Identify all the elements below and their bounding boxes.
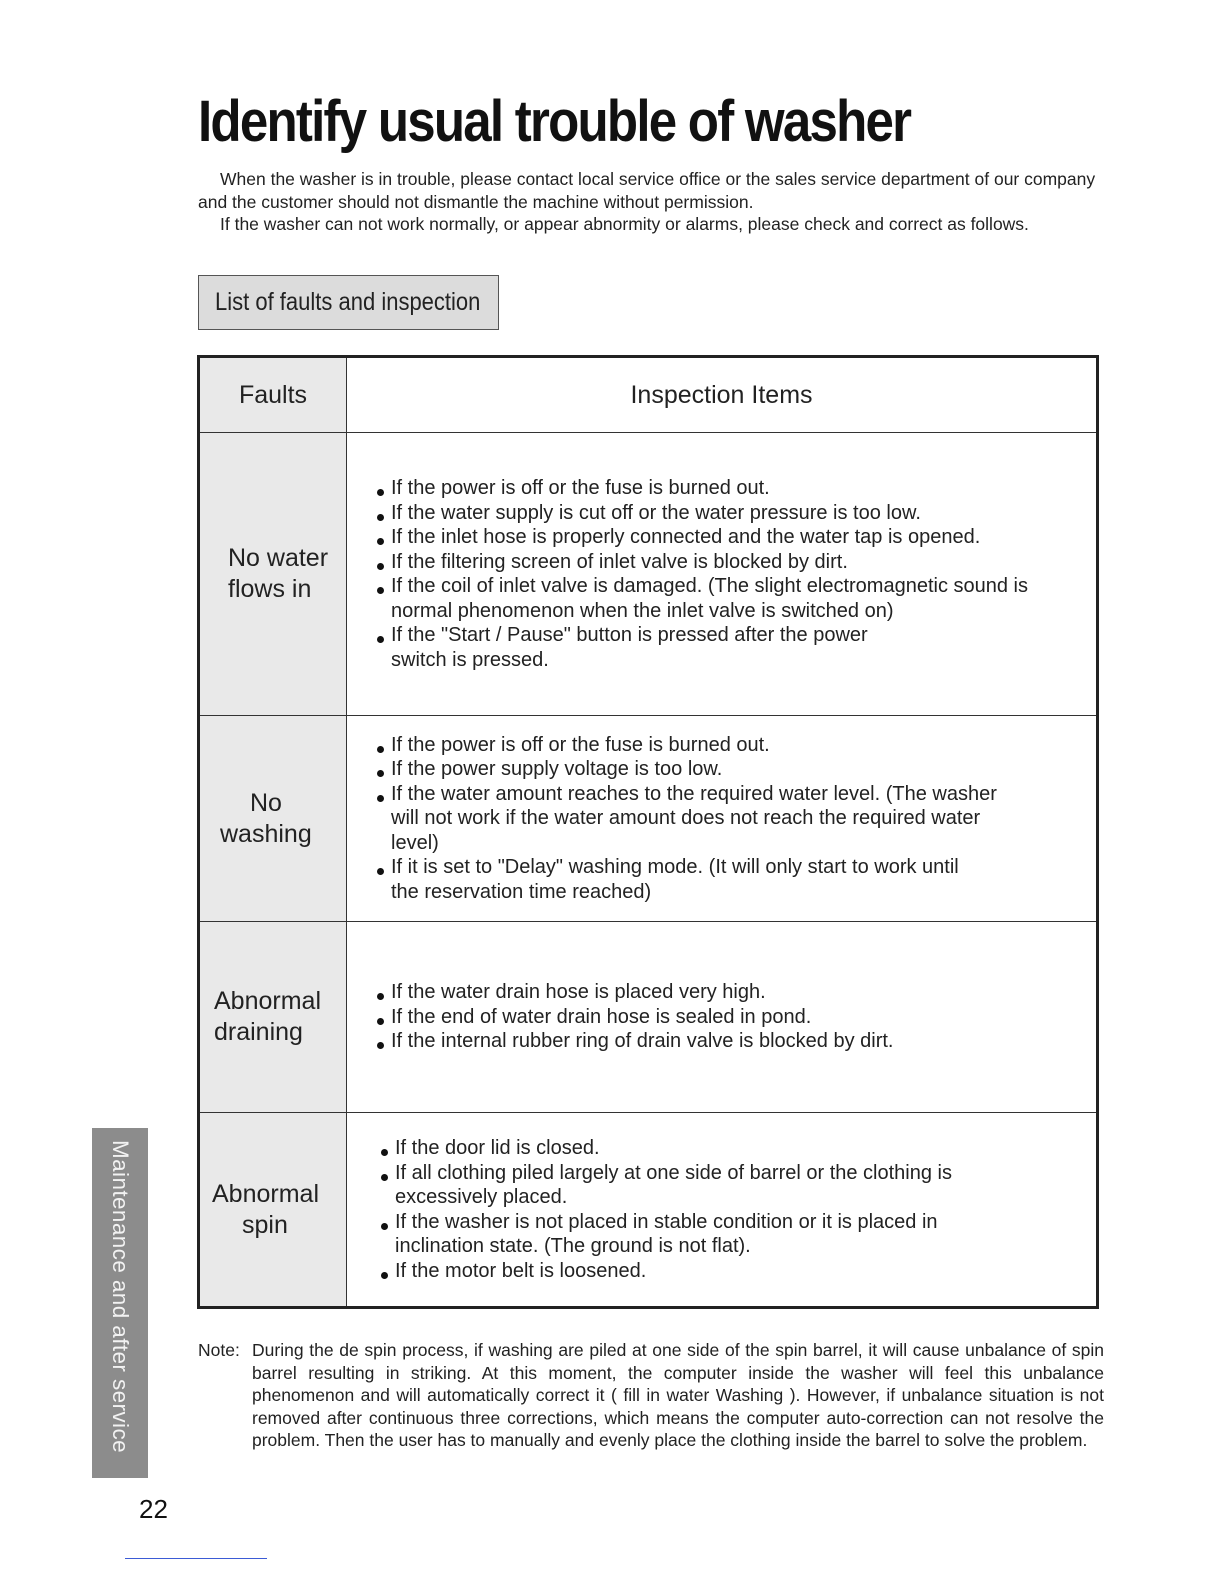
inspection-items-column-header: Inspection Items: [347, 357, 1098, 433]
inspection-item: If it is set to "Delay" washing mode. (It will only start to work until the reservation time reached): [375, 855, 1086, 904]
inspection-item: If the filtering screen of inlet valve is blocked by dirt.: [375, 550, 1086, 575]
page-number: 22: [139, 1494, 168, 1524]
fault-cell: [199, 922, 347, 1113]
inspection-item: If the inlet hose is properly connected and the water tap is opened.: [375, 525, 1086, 550]
inspection-item: If the washer is not placed in stable condition or it is placed in inclination state. (The ground is not flat).: [379, 1210, 1086, 1259]
table-header-row: [199, 357, 1098, 433]
intro-paragraph: When the washer is in trouble, please contact local service office or the sales service department of our company and the customer should not dismantle the machine without permission.: [198, 169, 1096, 212]
fault-cell: [199, 433, 347, 716]
note-label: Note:: [198, 1340, 240, 1360]
side-tab-label: Maintenance and after service: [108, 1140, 133, 1454]
inspection-item: If the "Start / Pause" button is pressed after the power switch is pressed.: [375, 623, 1086, 672]
inspection-item: If the water supply is cut off or the water pressure is too low.: [375, 501, 1086, 526]
fault-cell: [199, 1113, 347, 1308]
fault-label: draining: [214, 1018, 303, 1046]
note: [198, 1339, 1104, 1452]
inspection-items-cell: [347, 1113, 1098, 1308]
inspection-item: If the water amount reaches to the required water level. (The washer will not work if the water amount does not reach the required water level): [375, 782, 1086, 856]
fault-label: No water: [228, 544, 329, 572]
inspection-item: If the end of water drain hose is sealed in pond.: [375, 1005, 1086, 1030]
section-heading: List of faults and inspection: [215, 288, 481, 316]
note-text: During the de spin process, if washing are piled at one side of the spin barrel, it will cause unbalance of spin barrel resulting in striking. At this moment, the computer inside the washer will feel this unbalance phenomenon and will automatically correct it ( fill in water Washing ). However, if unbalance situation is not removed after continuous three corrections, which means the computer auto-correction can not resolve the problem. Then the user has to manually and evenly place the clothing inside the barrel to solve the problem.: [252, 1340, 1104, 1450]
fault-label: No: [250, 788, 282, 817]
fault-label: washing: [220, 819, 312, 848]
inspection-item: If the door lid is closed.: [379, 1136, 1086, 1161]
fault-label: Abnormal: [212, 1179, 319, 1208]
intro-paragraph: If the washer can not work normally, or appear abnormity or alarms, please check and correct as follows.: [220, 214, 1029, 234]
fault-label: flows in: [228, 575, 312, 603]
table-row: [199, 922, 1098, 1113]
fault-cell: [199, 716, 347, 922]
inspection-item: If the power is off or the fuse is burned out.: [375, 733, 1086, 758]
inspection-item: If the motor belt is loosened.: [379, 1259, 1086, 1284]
table-row: [199, 716, 1098, 922]
inspection-item: If the water drain hose is placed very high.: [375, 980, 1086, 1005]
table-row: [199, 1113, 1098, 1308]
side-section-tab: [92, 1128, 148, 1478]
section-heading-box: [198, 275, 499, 330]
inspection-item: If the internal rubber ring of drain valve is blocked by dirt.: [375, 1029, 1086, 1054]
inspection-item: If the coil of inlet valve is damaged. (The slight electromagnetic sound is normal phenomenon when the inlet valve is switched on): [375, 574, 1086, 623]
table-row: [199, 433, 1098, 716]
inspection-items-cell: [347, 922, 1098, 1113]
fault-label: Abnormal: [214, 987, 321, 1015]
faults-table: [197, 355, 1099, 1309]
fault-label: spin: [242, 1210, 288, 1239]
footer-rule: [125, 1558, 267, 1559]
inspection-items-cell: [347, 716, 1098, 922]
inspection-item: If all clothing piled largely at one side of barrel or the clothing is excessively placed.: [379, 1161, 1086, 1210]
inspection-item: If the power supply voltage is too low.: [375, 757, 1086, 782]
inspection-items-cell: [347, 433, 1098, 716]
page-title: Identify usual trouble of washer: [198, 89, 911, 154]
faults-column-header: Faults: [199, 357, 347, 433]
intro-text: [198, 168, 1098, 236]
inspection-item: If the power is off or the fuse is burned out.: [375, 476, 1086, 501]
